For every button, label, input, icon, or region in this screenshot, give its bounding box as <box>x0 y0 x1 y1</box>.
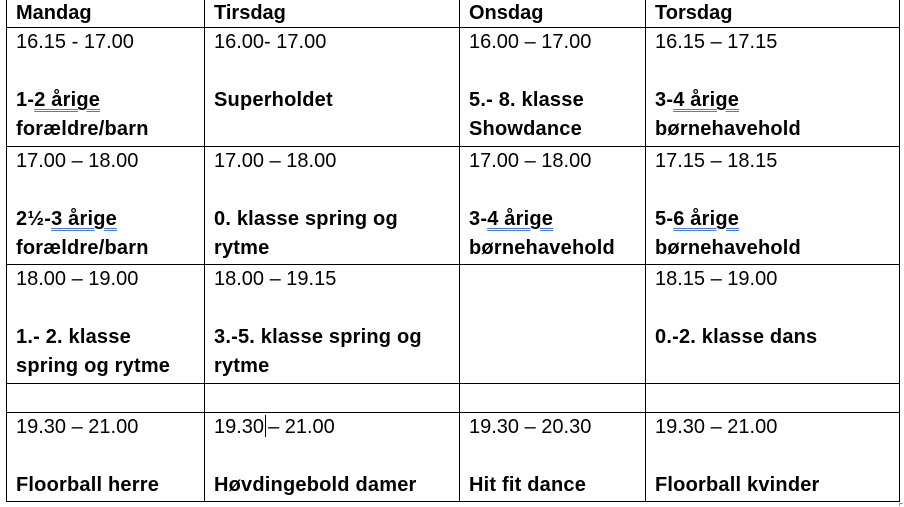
table-cell-empty[interactable] <box>205 383 460 412</box>
activity-name: Floorball kvinder <box>655 473 820 496</box>
activity-name-line2: børnehavehold <box>655 236 801 259</box>
time-slot: 16.15 - 17.00 <box>16 31 134 53</box>
table-cell[interactable] <box>205 412 460 501</box>
activity-name: 5.- 8. klasse <box>469 89 584 111</box>
table-cell[interactable] <box>7 28 205 147</box>
table-row <box>7 265 900 384</box>
activity-name: 3-4 årige <box>655 89 740 111</box>
time-slot: 19.30 – 21.00 <box>655 415 778 438</box>
activity-name: 0.-2. klasse dans <box>655 326 818 348</box>
time-slot: 17.00 – 18.00 <box>469 149 592 172</box>
activity-name: 5-6 årige <box>655 207 740 230</box>
time-slot: 18.00 – 19.00 <box>16 268 139 290</box>
spellcheck-word: 2 årige <box>34 89 101 111</box>
text-cursor <box>265 415 266 437</box>
time-slot: 17.00 – 18.00 <box>214 149 337 172</box>
table-cell[interactable] <box>646 28 900 147</box>
table-cell[interactable] <box>7 412 205 501</box>
table-cell[interactable] <box>7 265 205 384</box>
activity-name: 1.- 2. klasse <box>16 326 131 348</box>
activity-name: 2½-3 årige <box>16 207 117 230</box>
activity-name: Hit fit dance <box>469 473 587 496</box>
time-slot: 18.00 – 19.15 <box>214 268 337 290</box>
activity-name-line2: rytme <box>214 236 270 259</box>
table-cell[interactable] <box>205 146 460 265</box>
time-slot: 17.15 – 18.15 <box>655 149 778 172</box>
time-slot: 19.30 – 21.00 <box>214 415 335 438</box>
activity-name-line2: rytme <box>214 355 270 377</box>
activity-name-line2: børnehavehold <box>469 236 615 259</box>
activity-name: Høvdingebold damer <box>214 473 417 496</box>
table-cell-empty[interactable] <box>7 383 205 412</box>
activity-name-line2: spring og rytme <box>16 355 171 377</box>
time-slot: 18.15 – 19.00 <box>655 268 778 290</box>
table-cell[interactable] <box>646 412 900 501</box>
activity-name: 1-2 årige <box>16 89 101 111</box>
time-slot: 16.00 – 17.00 <box>469 31 592 53</box>
table-cell[interactable] <box>460 412 646 501</box>
activity-name: Superholdet <box>214 89 333 111</box>
header-row <box>7 0 900 28</box>
spellcheck-word: 4 årige <box>487 207 554 230</box>
table-cell-empty[interactable] <box>646 383 900 412</box>
spellcheck-word: 4 årige <box>673 89 740 111</box>
spellcheck-word: 6 årige <box>673 207 740 230</box>
day-header-wednesday[interactable]: Onsdag <box>460 0 646 28</box>
time-slot: 17.00 – 18.00 <box>16 149 139 172</box>
table-cell[interactable] <box>646 146 900 265</box>
table-cell[interactable] <box>460 146 646 265</box>
activity-name-line2: børnehavehold <box>655 118 801 140</box>
table-resize-handle[interactable] <box>899 503 903 506</box>
table-cell[interactable] <box>646 265 900 384</box>
activity-name: 3.-5. klasse spring og <box>214 326 422 348</box>
table-cell[interactable] <box>205 265 460 384</box>
table-row <box>7 28 900 147</box>
day-header-tuesday[interactable]: Tirsdag <box>205 0 460 28</box>
day-header-thursday[interactable]: Torsdag <box>646 0 900 28</box>
spellcheck-word: 3 årige <box>51 207 117 230</box>
activity-name: 0. klasse spring og <box>214 207 398 230</box>
time-slot: 19.30 – 21.00 <box>16 415 139 438</box>
time-slot: 16.15 – 17.15 <box>655 31 778 53</box>
time-slot: 16.00- 17.00 <box>214 31 327 53</box>
activity-name-line2: forældre/barn <box>16 118 149 140</box>
time-slot: 19.30 – 20.30 <box>469 415 592 438</box>
activity-name: 3-4 årige <box>469 207 554 230</box>
activity-name-line2: Showdance <box>469 118 582 140</box>
table-cell[interactable] <box>460 28 646 147</box>
day-header-monday[interactable]: Mandag <box>7 0 205 28</box>
table-row <box>7 412 900 501</box>
weekly-schedule-table <box>6 0 900 502</box>
table-row <box>7 146 900 265</box>
table-cell[interactable] <box>205 28 460 147</box>
activity-name: Floorball herre <box>16 473 160 496</box>
table-cell-empty[interactable] <box>460 383 646 412</box>
activity-name-line2: forældre/barn <box>16 236 149 259</box>
empty-row <box>7 383 900 412</box>
table-cell-empty[interactable] <box>460 265 646 384</box>
table-cell[interactable] <box>7 146 205 265</box>
